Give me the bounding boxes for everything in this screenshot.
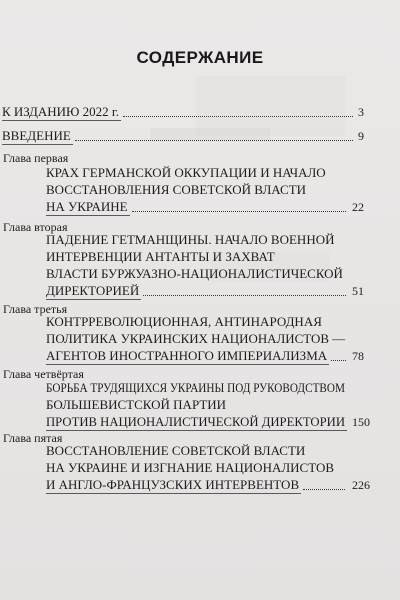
entry-rule — [2, 144, 73, 145]
chapter-title: КОНТРРЕВОЛЮЦИОННАЯ, АНТИНАРОДНАЯ — [46, 314, 322, 329]
chapter-title: ВВЕДЕНИЕ — [2, 128, 71, 143]
page-title: СОДЕРЖАНИЕ — [136, 48, 264, 67]
page-number: 51 — [352, 284, 364, 298]
page-number: 78 — [352, 349, 364, 363]
entry-rule — [46, 493, 301, 494]
dot-leader — [303, 489, 345, 490]
entry-rule — [46, 430, 347, 431]
page-number: 150 — [352, 415, 370, 429]
dot-leader — [132, 211, 346, 212]
chapter-title-line: ПРОТИВ НАЦИОНАЛИСТИЧЕСКОЙ ДИРЕКТОРИИ — [46, 414, 346, 429]
chapter-label: Глава третья — [3, 302, 68, 316]
chapter-label: Глава пятая — [3, 431, 63, 445]
entry-rule — [46, 299, 141, 300]
chapter-title-line: НА УКРАИНЕ — [46, 199, 128, 214]
chapter-title: КРАХ ГЕРМАНСКОЙ ОККУПАЦИИ И НАЧАЛО — [46, 165, 326, 180]
dot-leader — [123, 116, 353, 117]
page-number: 22 — [352, 200, 364, 214]
chapter-title-line: ВОССТАНОВЛЕНИЯ СОВЕТСКОЙ ВЛАСТИ — [46, 182, 307, 197]
bleed-through-shadow — [150, 128, 270, 140]
chapter-title: ПАДЕНИЕ ГЕТМАНЩИНЫ. НАЧАЛО ВОЕННОЙ — [46, 232, 335, 247]
chapter-title-line: ИНТЕРВЕНЦИИ АНТАНТЫ И ЗАХВАТ — [46, 249, 275, 264]
entry-rule — [46, 215, 130, 216]
chapter-title-line: ПОЛИТИКА УКРАИНСКИХ НАЦИОНАЛИСТОВ — — [46, 331, 346, 346]
dot-leader — [331, 360, 346, 361]
chapter-title: БОРЬБА ТРУДЯЩИХСЯ УКРАИНЫ ПОД РУКОВОДСТВОМ — [46, 380, 345, 395]
dot-leader — [143, 295, 346, 296]
chapter-label: Глава четвёртая — [3, 367, 84, 381]
dot-leader — [75, 140, 353, 141]
page-number: 3 — [358, 105, 364, 119]
chapter-title-line: БОЛЬШЕВИСТСКОЙ ПАРТИИ — [46, 397, 227, 412]
entry-rule — [46, 364, 329, 365]
chapter-title-line: ВЛАСТИ БУРЖУАЗНО-НАЦИОНАЛИСТИЧЕСКОЙ — [46, 266, 343, 281]
chapter-title-line: И АНГЛО-ФРАНЦУЗСКИХ ИНТЕРВЕНТОВ — [46, 477, 300, 492]
chapter-title: ВОССТАНОВЛЕНИЕ СОВЕТСКОЙ ВЛАСТИ — [46, 443, 306, 458]
chapter-title-line: НА УКРАИНЕ И ИЗГНАНИЕ НАЦИОНАЛИСТОВ — [46, 460, 335, 475]
page-number: 226 — [352, 478, 370, 492]
entry-rule — [2, 120, 121, 121]
chapter-label: Глава вторая — [3, 220, 68, 234]
chapter-title: К ИЗДАНИЮ 2022 г. — [2, 104, 120, 119]
chapter-label: Глава первая — [3, 151, 69, 165]
chapter-title-line: ДИРЕКТОРИЕЙ — [46, 283, 140, 298]
chapter-title-line: АГЕНТОВ ИНОСТРАННОГО ИМПЕРИАЛИЗМА — [46, 348, 328, 363]
page-number: 9 — [358, 129, 364, 143]
bleed-through-shadow — [196, 76, 346, 136]
